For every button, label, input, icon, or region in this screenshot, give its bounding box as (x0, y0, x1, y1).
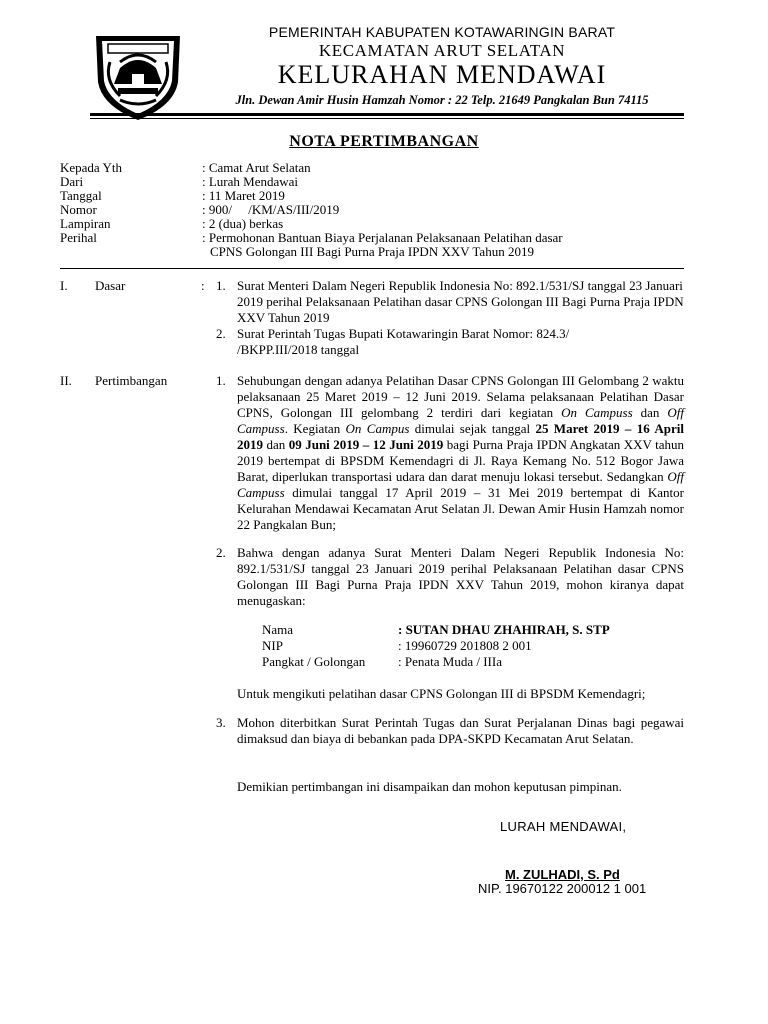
signature-name: M. ZULHADI, S. Pd (505, 867, 620, 882)
section1-item1-text: Surat Menteri Dalam Negeri Republik Indonesia No: 892.1/531/SJ tanggal 23 Januari 2019 perihal Pelaksanaan Pelatihan dasar CPNS Golongan III Bagi Purna Praja IPDN XXV Tahun 2019 (237, 278, 684, 325)
section2-item1-paragraph: Sehubungan dengan adanya Pelatihan Dasar CPNS Golongan III Gelombang 2 waktu pelaksanaan 25 Maret 2019 – 12 Juni 2019. Selama pelaksanaan Pelatihan Dasar CPNS, Golongan III gelombang 2 terdiri dari kegiatan On Campuss dan Off Campuss. Kegiatan On Campus dimulai sejak tanggal 25 Maret 2019 – 16 April 2019 dan 09 Juni 2019 – 12 Juni 2019 bagi Purna Praja IPDN Angkatan XXV tahun 2019 bertempat di BPSDM Kemendagri di Jl. Raya Kemang No. 512 Bogor Jawa Barat, diperlukan transportasi udara dan darat menuju lokasi tersebut. Sedangkan Off Campuss dimulai tanggal 17 April 2019 – 31 Mei 2019 bertempat di Kantor Kelurahan Mendawai Kecamatan Arut Selatan Jl. Dewan Amir Husin Hamzah nomor 22 Pangkalan Bun; (237, 373, 684, 532)
section1-item1-number: 1. (216, 278, 226, 293)
section2-item2-text: Bahwa dengan adanya Surat Menteri Dalam Negeri Republik Indonesia No: 892.1/531/SJ tanggal 23 Januari 2019 perihal Pelaksanaan Pelatihan dasar CPNS Golongan III Bagi Purna Praja IPDN XXV Tahun 2019, mohon kiranya dapat menugaskan: (237, 545, 684, 608)
signature-nip: NIP. 19670122 200012 1 001 (478, 881, 647, 896)
person-value-rank: : Penata Muda / IIIa (398, 654, 502, 669)
header-district-line: KECAMATAN ARUT SELATAN (318, 41, 566, 60)
section1-number: I. (60, 278, 68, 293)
person-value-nip: : 19960729 201808 2 001 (398, 638, 532, 653)
header-government-line: PEMERINTAH KABUPATEN KOTAWARINGIN BARAT (268, 24, 616, 40)
person-key-name: Nama (262, 622, 294, 637)
section2-number: II. (60, 373, 72, 388)
meta-key-lampiran: Lampiran (60, 216, 111, 231)
meta-value-tanggal: : 11 Maret 2019 (202, 188, 285, 203)
closing-text: Demikian pertimbangan ini disampaikan dan mohon keputusan pimpinan. (237, 779, 622, 794)
meta-key-dari: Dari (60, 174, 84, 189)
follow-up-text: Untuk mengikuti pelatihan dasar CPNS Golongan III di BPSDM Kemendagri; (237, 686, 646, 701)
section2-label: Pertimbangan (95, 373, 168, 388)
section1-item2-number: 2. (216, 326, 226, 341)
person-key-nip: NIP (262, 638, 283, 653)
header-rule-thin (90, 118, 684, 119)
signature-role: LURAH MENDAWAI, (500, 819, 627, 834)
header-rule-thick (90, 113, 684, 116)
meta-value-nomor: : 900/ /KM/AS/III/2019 (202, 202, 340, 217)
meta-value-kepada: : Camat Arut Selatan (202, 160, 311, 175)
divider (60, 268, 684, 269)
meta-value-lampiran: : 2 (dua) berkas (202, 216, 284, 231)
section1-item2-text: Surat Perintah Tugas Bupati Kotawaringin Barat Nomor: 824.3/ /BKPP.III/2018 tanggal (237, 326, 570, 357)
person-key-rank: Pangkat / Golongan (262, 654, 366, 669)
meta-value-perihal: : Permohonan Bantuan Biaya Perjalanan Pelaksanaan Pelatihan dasar (202, 230, 563, 245)
section1-label: Dasar (95, 278, 126, 293)
header-village-line: KELURAHAN MENDAWAI (277, 60, 607, 89)
meta-key-tanggal: Tanggal (60, 188, 102, 203)
meta-value-dari: : Lurah Mendawai (202, 174, 299, 189)
document-title: NOTA PERTIMBANGAN (289, 133, 479, 150)
regency-crest-logo (90, 22, 186, 122)
meta-key-kepada: Kepada Yth (60, 160, 122, 175)
crest-icon (90, 22, 186, 122)
section2-item1-number: 1. (216, 373, 226, 388)
section2-item2-number: 2. (216, 545, 226, 560)
meta-key-perihal: Perihal (60, 230, 97, 245)
meta-key-nomor: Nomor (60, 202, 97, 217)
section2-item3-number: 3. (216, 715, 226, 730)
meta-value-perihal-cont: CPNS Golongan III Bagi Purna Praja IPDN XXV Tahun 2019 (210, 244, 534, 259)
section2-item3-text: Mohon diterbitkan Surat Perintah Tugas dan Surat Perjalanan Dinas bagi pegawai dimaksud dan biaya di bebankan pada DPA-SKPD Kecamatan Arut Selatan. (237, 715, 684, 746)
header-address: Jln. Dewan Amir Husin Hamzah Nomor : 22 Telp. 21649 Pangkalan Bun 74115 (235, 93, 649, 107)
person-value-name: : SUTAN DHAU ZHAHIRAH, S. STP (398, 622, 610, 637)
section1-colon: : (201, 278, 205, 293)
